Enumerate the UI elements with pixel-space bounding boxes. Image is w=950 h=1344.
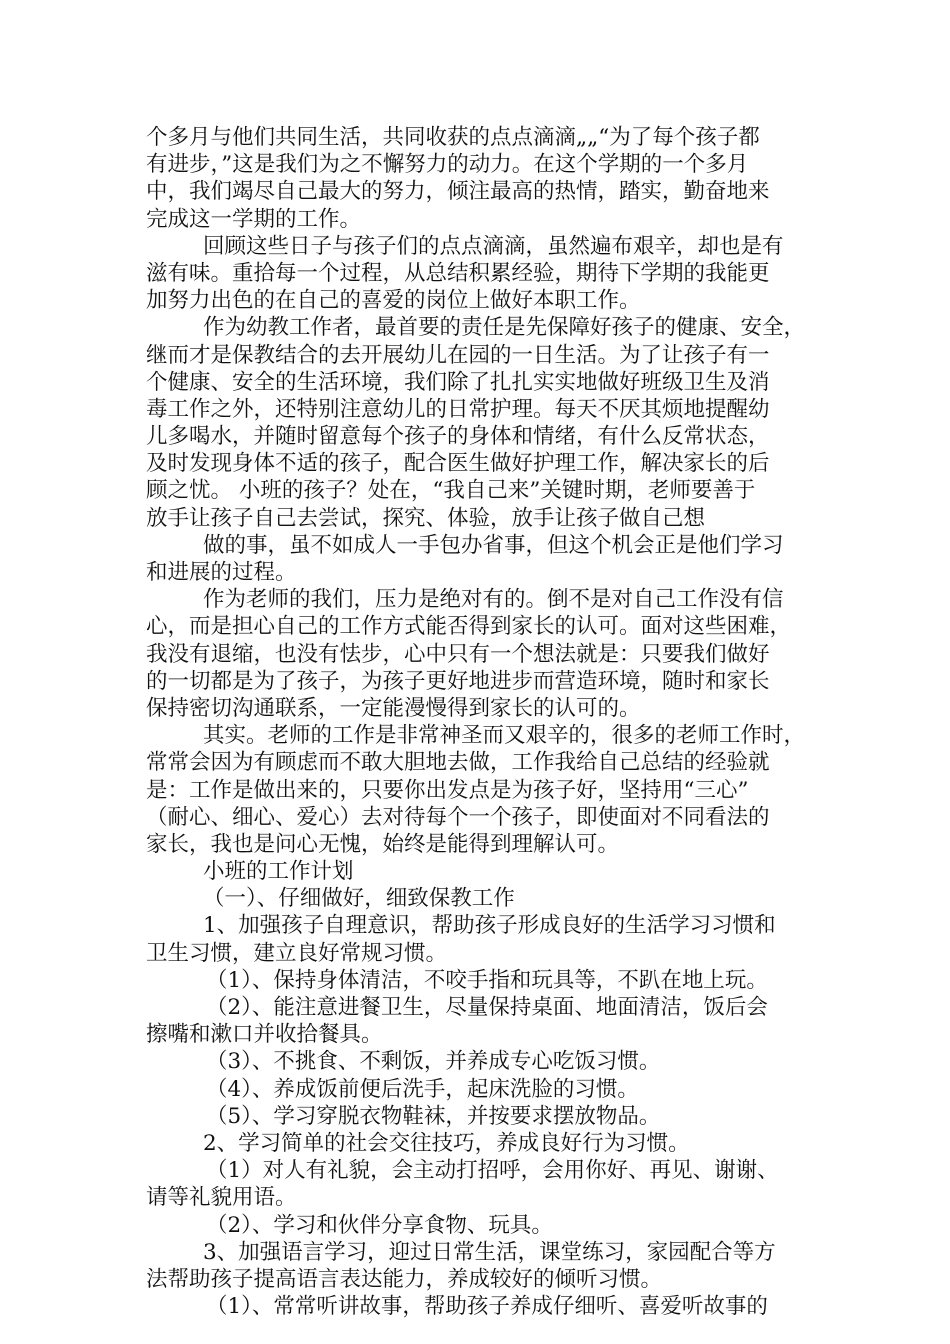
- text-line: 回顾这些日子与孩子们的点点滴滴，虽然遍布艰辛，却也是有: [203, 233, 784, 259]
- text-line: 法帮助孩子提高语言表达能力，养成较好的倾听习惯。: [146, 1266, 663, 1292]
- text-line: 常常会因为有顾虑而不敢大胆地去做，工作我给自己总结的经验就: [146, 750, 770, 776]
- text-line: 加努力出色的在自己的喜爱的岗位上做好本职工作。: [146, 288, 641, 314]
- text-line: 做的事，虽不如成人一手包办省事，但这个机会正是他们学习: [203, 532, 784, 558]
- text-line: 顾之忧。 小班的孩子？处在，“我自己来”关键时期，老师要善于: [146, 478, 756, 504]
- text-line: 其实。老师的工作是非常神圣而又艰辛的，很多的老师工作时，: [203, 723, 806, 749]
- text-line: 3、加强语言学习，迎过日常生活，课堂练习，家园配合等方: [203, 1239, 776, 1265]
- text-line: 儿多喝水，并随时留意每个孩子的身体和情绪，有什么反常状态，: [146, 424, 770, 450]
- text-line: 作为老师的我们，压力是绝对有的。倒不是对自己工作没有信: [203, 587, 784, 613]
- text-line: （1）、常常听讲故事，帮助孩子养成仔细听、喜爱听故事的: [206, 1294, 768, 1320]
- text-line: 的一切都是为了孩子，为孩子更好地进步而营造环境，随时和家长: [146, 668, 770, 694]
- text-line: 个多月与他们共同生活，共同收获的点点滴滴„„“为了每个孩子都: [146, 125, 760, 150]
- text-line: 中，我们竭尽自己最大的努力，倾注最高的热情，踏实，勤奋地来: [146, 179, 770, 205]
- text-line: 有进步，”这是我们为之不懈努力的动力。在这个学期的一个多月: [146, 152, 749, 178]
- text-line: 及时发现身体不适的孩子，配合医生做好护理工作，解决家长的后: [146, 451, 770, 477]
- text-line: （3）、不挑食、不剩饭，并养成专心吃饭习惯。: [206, 1049, 661, 1075]
- text-line: 我没有退缩，也没有怯步，心中只有一个想法就是：只要我们做好: [146, 641, 770, 667]
- text-line: 保持密切沟通联系，一定能漫慢得到家长的认可的。: [146, 695, 641, 721]
- text-line: 请等礼貌用语。: [146, 1185, 297, 1211]
- document-page: [146, 124, 814, 1320]
- text-line: 个健康、安全的生活环境，我们除了扎扎实实地做好班级卫生及消: [146, 369, 770, 395]
- text-line: （1）对人有礼貌，会主动打招呼，会用你好、再见、谢谢、: [206, 1158, 779, 1184]
- text-line: 擦嘴和漱口并收拾餐具。: [146, 1022, 383, 1048]
- text-line: 是：工作是做出来的，只要你出发点是为孩子好，坚持用“三心”: [146, 777, 749, 803]
- text-line: 滋有味。重拾每一个过程，从总结积累经验，期待下学期的我能更: [146, 260, 770, 286]
- text-line: （1）、保持身体清洁，不咬手指和玩具等，不趴在地上玩。: [206, 967, 768, 993]
- text-line: （2）、能注意进餐卫生，尽量保持桌面、地面清洁，饭后会: [206, 995, 768, 1020]
- text-line: （2）、学习和伙伴分享食物、玩具。: [206, 1212, 553, 1238]
- text-line: 毒工作之外，还特别注意幼儿的日常护理。每天不厌其烦地提醒幼: [146, 396, 770, 422]
- text-line: 小班的工作计划: [203, 859, 354, 885]
- text-line: 1、加强孩子自理意识，帮助孩子形成良好的生活学习习惯和: [203, 913, 776, 939]
- text-line: 卫生习惯，建立良好常规习惯。: [146, 940, 448, 966]
- text-line: 心，而是担心自己的工作方式能否得到家长的认可。面对这些困难，: [146, 614, 792, 640]
- text-line: （耐心、细心、爱心）去对待每个一个孩子，即使面对不同看法的: [146, 804, 770, 830]
- text-line: （5）、学习穿脱衣物鞋袜，并按要求摆放物品。: [206, 1103, 661, 1129]
- text-line: （一）、仔细做好，细致保教工作: [203, 886, 515, 912]
- text-line: 家长，我也是问心无愧，始终是能得到理解认可。: [146, 831, 620, 857]
- text-line: 继而才是保教结合的去开展幼儿在园的一日生活。为了让孩子有一: [146, 342, 770, 368]
- text-line: 完成这一学期的工作。: [146, 206, 362, 232]
- text-line: 放手让孩子自己去尝试，探究、体验，放手让孩子做自己想: [146, 505, 706, 531]
- text-line: 作为幼教工作者，最首要的责任是先保障好孩子的健康、安全，: [203, 315, 806, 341]
- text-line: 2、学习简单的社会交往技巧，养成良好行为习惯。: [203, 1130, 690, 1156]
- text-line: 和进展的过程。: [146, 560, 297, 585]
- text-line: （4）、养成饭前便后洗手，起床洗脸的习惯。: [206, 1076, 639, 1102]
